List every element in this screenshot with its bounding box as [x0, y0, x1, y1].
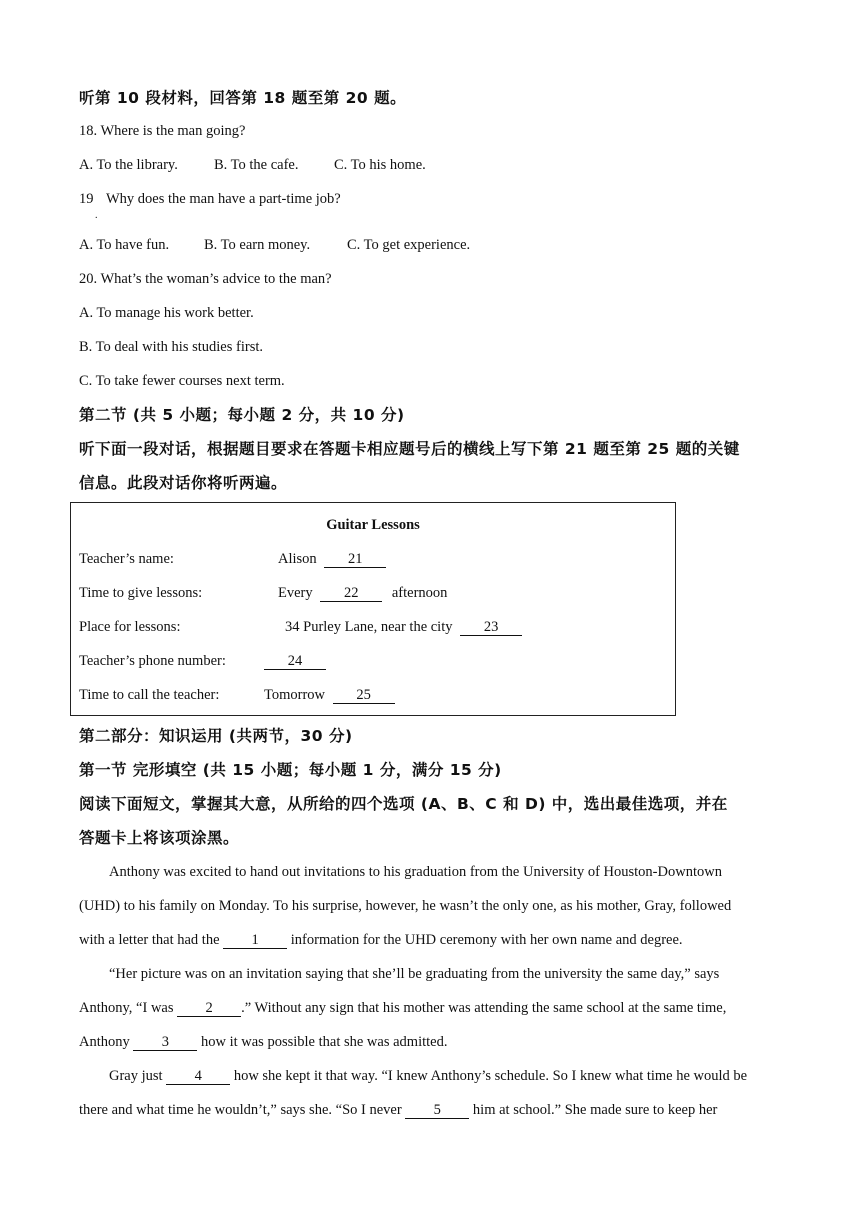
section-2-heading: 第二节 (共 5 小题；每小题 2 分，共 10 分): [79, 406, 405, 424]
row-label-phone-number: Teacher’s phone number:: [79, 653, 226, 669]
question-18-stem: 18. Where is the man going?: [79, 123, 246, 139]
part-2-heading: 第二部分：知识运用 (共两节，30 分): [79, 727, 353, 745]
answer-blank-23[interactable]: 23: [460, 619, 522, 636]
passage-p3-line-1: [109, 1066, 747, 1086]
section-2-instruction-line-1: 听下面一段对话，根据题目要求在答题卡相应题号后的横线上写下第 21 题至第 25 题的关键: [79, 440, 740, 458]
row-suffix: afternoon: [391, 585, 448, 601]
passage-p2-line-1: “Her picture was on an invitation saying that she’ll be graduating from the university the same day,” says: [109, 966, 720, 982]
question-19-option-c: C. To get experience.: [347, 237, 471, 253]
text-segment: how it was possible that she was admitted.: [201, 1034, 448, 1050]
cloze-blank-4[interactable]: 4: [166, 1068, 230, 1085]
row-label-place-lessons: Place for lessons:: [79, 619, 181, 635]
row-value-call-teacher: [264, 687, 395, 704]
passage-p1-line-2: (UHD) to his family on Monday. To his surprise, however, he wasn’t the only one, as his mother, Gray, followed: [79, 898, 732, 914]
question-20-option-a: A. To manage his work better.: [79, 305, 254, 321]
question-20-option-b: B. To deal with his studies first.: [79, 339, 263, 355]
passage-p1-line-1: Anthony was excited to hand out invitations to his graduation from the University of Houston-Downtown: [109, 864, 722, 880]
question-18-option-a: A. To the library.: [79, 157, 178, 173]
part-2-instruction-line-2: 答题卡上将该项涂黑。: [79, 829, 240, 847]
section-2-instruction-line-2: 信息。此段对话你将听两遍。: [79, 474, 288, 492]
row-label-time-lessons: Time to give lessons:: [79, 585, 203, 601]
text-segment: information for the UHD ceremony with her own name and degree.: [290, 932, 683, 948]
row-value-time-lessons: [278, 585, 447, 602]
answer-blank-25[interactable]: 25: [333, 687, 395, 704]
row-prefix: 34 Purley Lane, near the city: [285, 619, 453, 635]
row-value-phone-number: [264, 653, 326, 670]
row-label-call-teacher: Time to call the teacher:: [79, 687, 220, 703]
cloze-blank-3[interactable]: 3: [133, 1034, 197, 1051]
section-heading-q18-20: 听第 10 段材料，回答第 18 题至第 20 题。: [79, 89, 407, 107]
text-segment: .” Without any sign that his mother was attending the same school at the same time,: [241, 1000, 727, 1016]
cloze-blank-5[interactable]: 5: [405, 1102, 469, 1119]
question-19-number: 19: [79, 191, 94, 207]
text-segment: Gray just: [109, 1068, 163, 1084]
answer-blank-22[interactable]: 22: [320, 585, 382, 602]
passage-p2-line-2: [79, 998, 726, 1018]
question-19-dot: .: [95, 210, 98, 221]
question-19-stem: Why does the man have a part-time job?: [106, 191, 341, 207]
row-prefix: Tomorrow: [264, 687, 326, 703]
passage-p3-line-2: [79, 1100, 717, 1120]
cloze-blank-1[interactable]: 1: [223, 932, 287, 949]
question-18-option-c: C. To his home.: [334, 157, 426, 173]
cloze-blank-2[interactable]: 2: [177, 1000, 241, 1017]
text-segment: him at school.” She made sure to keep her: [472, 1102, 718, 1118]
row-value-place-lessons: [285, 619, 522, 636]
row-label-teacher-name: Teacher’s name:: [79, 551, 174, 567]
question-20-option-c: C. To take fewer courses next term.: [79, 373, 285, 389]
text-segment: with a letter that had the: [79, 932, 220, 948]
part-2-instruction-line-1: 阅读下面短文，掌握其大意，从所给的四个选项 (A、B、C 和 D) 中，选出最佳选项，并在: [79, 795, 728, 813]
text-segment: how she kept it that way. “I knew Anthony’s schedule. So I knew what time he would be: [233, 1068, 748, 1084]
question-19-option-a: A. To have fun.: [79, 237, 170, 253]
question-18-option-b: B. To the cafe.: [214, 157, 299, 173]
table-title: Guitar Lessons: [326, 517, 420, 533]
row-value-teacher-name: [278, 551, 386, 568]
answer-blank-24[interactable]: 24: [264, 653, 326, 670]
part-2-sub-heading: 第一节 完形填空 (共 15 小题；每小题 1 分，满分 15 分): [79, 761, 502, 779]
passage-p1-line-3: [79, 930, 683, 950]
row-prefix: Alison: [278, 551, 317, 567]
question-20-stem: 20. What’s the woman’s advice to the man?: [79, 271, 332, 287]
guitar-lessons-table: [70, 502, 676, 716]
row-prefix: Every: [278, 585, 313, 601]
text-segment: there and what time he wouldn’t,” says she. “So I never: [79, 1102, 402, 1118]
text-segment: Anthony: [79, 1034, 130, 1050]
text-segment: Anthony, “I was: [79, 1000, 174, 1016]
answer-blank-21[interactable]: 21: [324, 551, 386, 568]
passage-p2-line-3: [79, 1032, 447, 1052]
question-19-option-b: B. To earn money.: [204, 237, 311, 253]
